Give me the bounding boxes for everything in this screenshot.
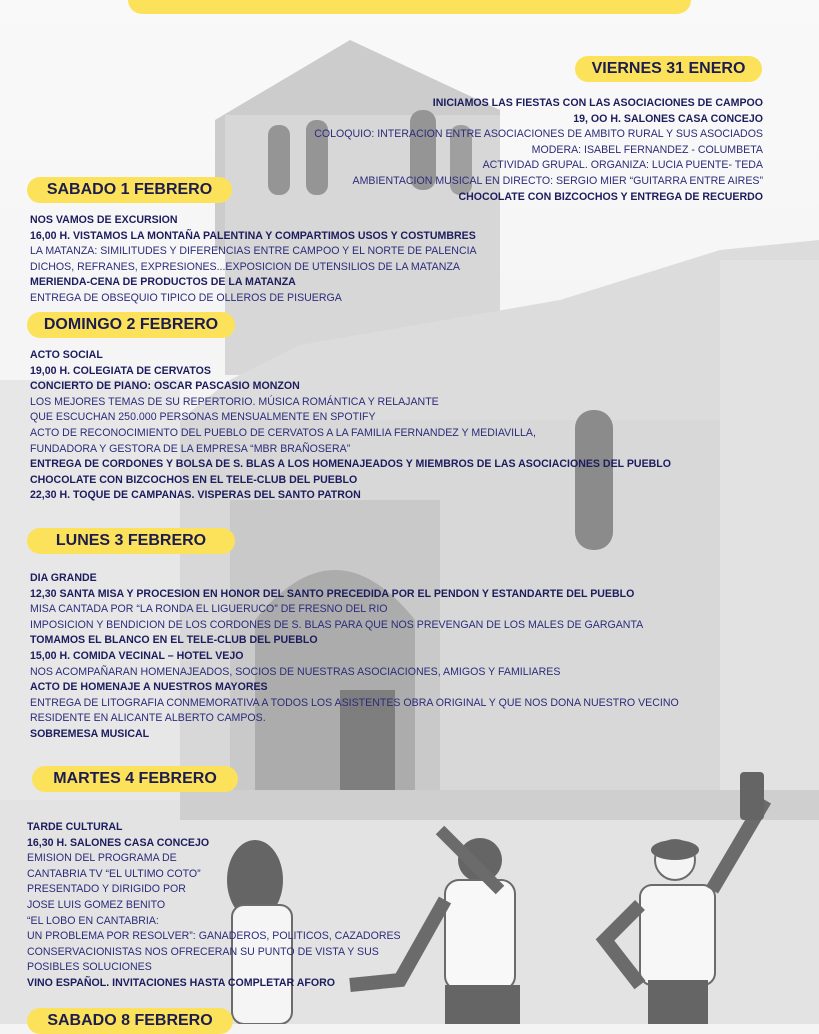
event-line: CONCIERTO DE PIANO: OSCAR PASCASIO MONZON [30, 380, 300, 393]
event-line: VINO ESPAÑOL. INVITACIONES HASTA COMPLETAR AFORO [27, 976, 336, 989]
event-line: LOS MEJORES TEMAS DE SU REPERTORIO. MÚSICA ROMÁNTICA Y RELAJANTE [30, 395, 439, 408]
event-line: ACTIVIDAD GRUPAL. ORGANIZA: LUCIA PUENTE- TEDA [482, 159, 763, 172]
event-line: LA MATANZA: SIMILITUDES Y DIFERENCIAS ENTRE CAMPOO Y EL NORTE DE PALENCIA [30, 245, 477, 258]
event-line: MODERA: ISABEL FERNANDEZ - COLUMBETA [531, 143, 763, 156]
event-line: 16,30 H. SALONES CASA CONCEJO [27, 836, 210, 849]
event-line: CONSERVACIONISTAS NOS OFRECERAN SU PUNTO DE VISTA Y SUS [27, 945, 379, 958]
event-line: SOBREMESA MUSICAL [30, 727, 150, 740]
event-line: UN PROBLEMA POR RESOLVER”: GANADEROS, POLITICOS, CAZADORES [27, 930, 401, 943]
day-lines-sabado-1 [30, 213, 477, 307]
top-banner-strip [128, 0, 691, 14]
day-title: SABADO 1 FEBRERO [46, 181, 213, 198]
event-line: ENTREGA DE LITOGRAFIA CONMEMORATIVA A TODOS LOS ASISTENTES OBRA ORIGINAL Y QUE NOS DONA NUESTRO VECINO [30, 696, 679, 709]
event-line: “EL LOBO EN CANTABRIA: [27, 914, 159, 927]
event-line: FUNDADORA Y GESTORA DE LA EMPRESA “MBR BRAÑOSERA” [30, 442, 351, 455]
event-line: NOS ACOMPAÑARAN HOMENAJEADOS, SOCIOS DE NUESTRAS ASOCIACIONES, AMIGOS Y FAMILIARES [30, 665, 561, 678]
event-line: MISA CANTADA POR “LA RONDA EL LIGUERUCO” DE FRESNO DEL RIO [30, 603, 388, 616]
day-lines-martes [27, 820, 401, 992]
day-banner-domingo [27, 312, 235, 338]
event-line: QUE ESCUCHAN 250.000 PERSONAS MENSUALMENTE EN SPOTIFY [30, 411, 376, 424]
event-line: CHOCOLATE CON BIZCOCHOS Y ENTREGA DE RECUERDO [458, 190, 763, 203]
event-line: POSIBLES SOLUCIONES [27, 961, 152, 974]
day-title: DOMINGO 2 FEBRERO [43, 316, 219, 333]
day-lines-viernes [314, 96, 763, 205]
event-line: NOS VAMOS DE EXCURSION [30, 214, 178, 226]
event-line: ACTO DE RECONOCIMIENTO DEL PUEBLO DE CERVATOS A LA FAMILIA FERNANDEZ Y MEDIAVILLA, [30, 426, 536, 439]
event-line: TOMAMOS EL BLANCO EN EL TELE-CLUB DEL PUEBLO [30, 634, 318, 647]
day-title: SABADO 8 FEBRERO [47, 1012, 213, 1029]
event-line: CHOCOLATE CON BIZCOCHOS EN EL TELE-CLUB DEL PUEBLO [30, 473, 358, 486]
event-line: IMPOSICION Y BENDICION DE LOS CORDONES DE S. BLAS PARA QUE NOS PREVENGAN DE LOS MALES DE GARGANTA [30, 618, 644, 631]
event-line: CANTABRIA TV “EL ULTIMO COTO” [27, 867, 201, 880]
event-line: DIA GRANDE [30, 572, 97, 584]
event-line: 16,00 H. VISTAMOS LA MONTAÑA PALENTINA Y COMPARTIMOS USOS Y COSTUMBRES [30, 229, 476, 242]
event-line: ACTO DE HOMENAJE A NUESTROS MAYORES [30, 681, 268, 694]
event-line: 22,30 H. TOQUE DE CAMPANAS. VISPERAS DEL SANTO PATRON [30, 489, 361, 502]
event-line: AMBIENTACION MUSICAL EN DIRECTO: SERGIO MIER “GUITARRA ENTRE AIRES” [352, 174, 763, 187]
day-banner-sabado-1 [27, 177, 232, 203]
day-banner-viernes [575, 56, 762, 82]
day-title: VIERNES 31 ENERO [591, 60, 746, 77]
day-title: LUNES 3 FEBRERO [55, 532, 207, 549]
event-line: MERIENDA-CENA DE PRODUCTOS DE LA MATANZA [30, 276, 296, 289]
event-line: ENTREGA DE OBSEQUIO TIPICO DE OLLEROS DE PISUERGA [30, 291, 342, 304]
event-line: 19,00 H. COLEGIATA DE CERVATOS [30, 364, 211, 377]
event-line: ACTO SOCIAL [30, 349, 103, 361]
event-line: DICHOS, REFRANES, EXPRESIONES...EXPOSICION DE UTENSILIOS DE LA MATANZA [30, 260, 460, 273]
event-line: COLOQUIO: INTERACION ENTRE ASOCIACIONES DE AMBITO RURAL Y SUS ASOCIADOS [314, 128, 763, 141]
event-line: PRESENTADO Y DIRIGIDO POR [27, 883, 186, 896]
event-line: TARDE CULTURAL [27, 821, 123, 833]
day-title: MARTES 4 FEBRERO [53, 770, 217, 787]
day-lines-domingo [30, 348, 671, 504]
event-line: RESIDENTE EN ALICANTE ALBERTO CAMPOS. [30, 712, 266, 725]
day-lines-lunes [30, 571, 679, 743]
event-line: INICIAMOS LAS FIESTAS CON LAS ASOCIACIONES DE CAMPOO [432, 97, 763, 109]
event-line: JOSE LUIS GOMEZ BENITO [27, 898, 166, 911]
day-banner-sabado-8 [27, 1008, 233, 1034]
event-line: 15,00 H. COMIDA VECINAL – HOTEL VEJO [30, 649, 244, 662]
day-banner-lunes [27, 528, 235, 554]
event-line: 12,30 SANTA MISA Y PROCESION EN HONOR DEL SANTO PRECEDIDA POR EL PENDON Y ESTANDARTE DEL PUEBLO [30, 587, 635, 600]
event-line: EMISION DEL PROGRAMA DE [27, 852, 177, 865]
day-banner-martes [32, 766, 238, 792]
event-line: 19, OO H. SALONES CASA CONCEJO [573, 112, 763, 125]
event-line: ENTREGA DE CORDONES Y BOLSA DE S. BLAS A LOS HOMENAJEADOS Y MIEMBROS DE LAS ASOCIACIONES DEL PUEBLO [30, 458, 672, 471]
